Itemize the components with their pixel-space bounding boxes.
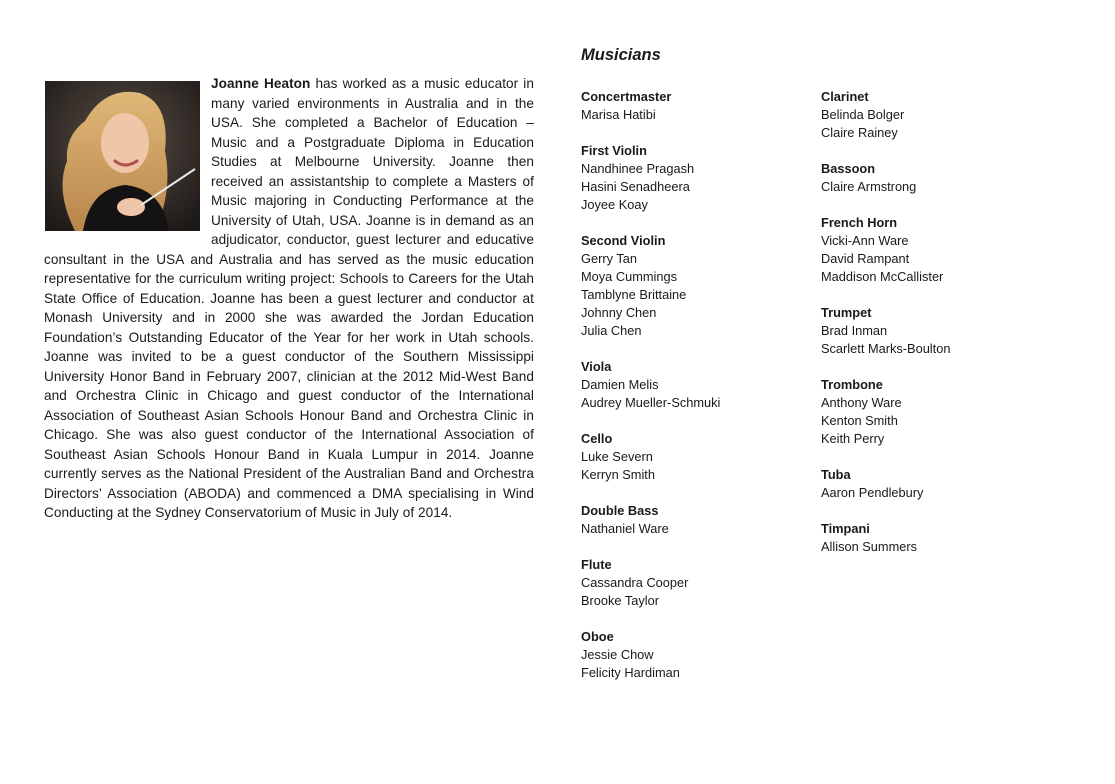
section-timpani [821, 520, 1041, 556]
musician-name: Joyee Koay [581, 197, 648, 212]
section-title: Oboe [581, 629, 614, 644]
section-title: Tuba [821, 467, 851, 482]
section-title: French Horn [821, 215, 898, 230]
musician-name: Hasini Senadheera [581, 179, 690, 194]
musician-name: Kenton Smith [821, 413, 898, 428]
musician-name: Nathaniel Ware [581, 521, 669, 536]
musician-name: Nandhinee Pragash [581, 161, 695, 176]
section-french-horn [821, 214, 1041, 286]
conductor-bio [44, 74, 534, 523]
musician-name: Julia Chen [581, 323, 642, 338]
section-title: Clarinet [821, 89, 869, 104]
musician-name: Aaron Pendlebury [821, 485, 924, 500]
section-trombone [821, 376, 1041, 448]
section-trumpet [821, 304, 1041, 358]
conductor-photo [45, 81, 200, 231]
musicians-right-column [821, 88, 1041, 574]
musician-name: Audrey Mueller-Schmuki [581, 395, 721, 410]
musician-name: Gerry Tan [581, 251, 637, 266]
section-title: Second Violin [581, 233, 666, 248]
musician-name: Johnny Chen [581, 305, 657, 320]
section-bassoon [821, 160, 1041, 196]
section-title: Viola [581, 359, 612, 374]
musician-name: Belinda Bolger [821, 107, 905, 122]
musician-name: Jessie Chow [581, 647, 654, 662]
musician-name: Scarlett Marks-Boulton [821, 341, 951, 356]
musician-name: Claire Rainey [821, 125, 898, 140]
musician-name: Marisa Hatibi [581, 107, 656, 122]
musicians-left-column [581, 88, 801, 700]
musician-name: Brooke Taylor [581, 593, 660, 608]
section-title: Concertmaster [581, 89, 672, 104]
section-concertmaster [581, 88, 801, 124]
section-title: Double Bass [581, 503, 659, 518]
section-viola [581, 358, 801, 412]
musician-name: Keith Perry [821, 431, 885, 446]
section-title: Trombone [821, 377, 883, 392]
bio-text: has worked as a music educator in many varied environments in Australia and in the USA. She completed a Bachelor of Education – Music and a Postgraduate Diploma in Education Studies at Melbourne University. Joanne then received an assistantship to complete a Masters of Music majoring in Conducting Performance at the University of Utah, USA. Joanne is in demand as an adjudicator, conductor, guest lecturer and educative consultant in the USA and Australia and has served as the music education representative for the curriculum writing project: Schools to Careers for the Utah State Office of Education. Joanne has been a guest lecturer and conductor at Monash University and in 2000 she was awarded the Jordan Education Foundation’s Outstanding Educator of the Year for her work in Utah schools. Joanne was invited to be a guest conductor of the Southern Mississippi University Honor Band in February 2007, clinician at the 2012 Mid-West Band and Orchestra Clinic in Chicago and guest conductor of the International Association of Southeast Asian Schools Honour Band and Orchestra Clinic in Chicago. She was also guest conductor of the International Association of Southeast Asian Schools Honour Band in Kuala Lumpur in 2014. Joanne currently serves as the National President of the Australian Band and Orchestra Directors’ Association (ABODA) and commenced a DMA specialising in Wind Conducting at the Sydney Conservatorium of Music in July of 2014. [44, 76, 534, 520]
musician-name: Cassandra Cooper [581, 575, 689, 590]
musician-name: Allison Summers [821, 539, 918, 554]
musician-name: Kerryn Smith [581, 467, 655, 482]
section-title: Flute [581, 557, 612, 572]
section-first-violin [581, 142, 801, 214]
section-tuba [821, 466, 1041, 502]
section-title: Bassoon [821, 161, 876, 176]
musician-name: Damien Melis [581, 377, 659, 392]
musician-name: Brad Inman [821, 323, 888, 338]
musician-name: Felicity Hardiman [581, 665, 680, 680]
musician-name: David Rampant [821, 251, 910, 266]
musician-name: Tamblyne Brittaine [581, 287, 687, 302]
musician-name: Claire Armstrong [821, 179, 917, 194]
section-title: Cello [581, 431, 613, 446]
conductor-name: Joanne Heaton [211, 76, 311, 91]
section-second-violin [581, 232, 801, 340]
section-title: Timpani [821, 521, 870, 536]
musician-name: Maddison McCallister [821, 269, 944, 284]
musician-name: Moya Cummings [581, 269, 678, 284]
section-cello [581, 430, 801, 484]
section-flute [581, 556, 801, 610]
section-oboe [581, 628, 801, 682]
section-title: First Violin [581, 143, 647, 158]
musician-name: Luke Severn [581, 449, 653, 464]
section-clarinet [821, 88, 1041, 142]
musicians-title: Musicians [581, 46, 661, 64]
musician-name: Vicki-Ann Ware [821, 233, 909, 248]
section-double-bass [581, 502, 801, 538]
musician-name: Anthony Ware [821, 395, 902, 410]
section-title: Trumpet [821, 305, 872, 320]
